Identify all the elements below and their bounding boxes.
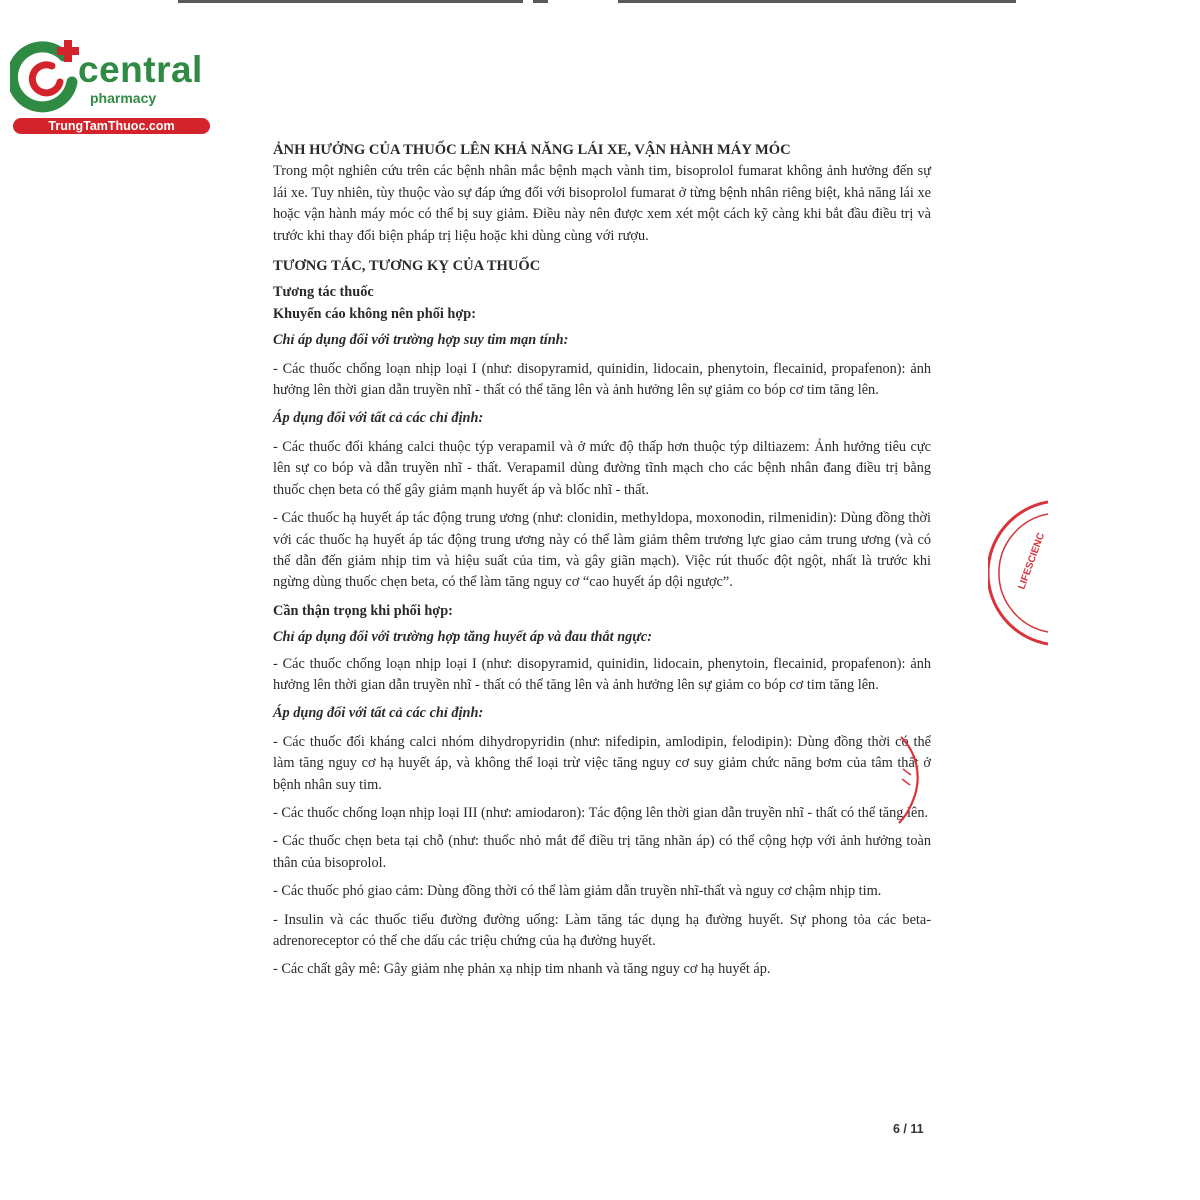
group-heading-all-indications: Áp dụng đối với tất cả các chỉ định: [273,410,484,427]
subheading-drug-interactions: Tương tác thuốc [273,284,374,301]
subheading-not-recommended: Khuyến cáo không nên phối hợp: [273,305,476,322]
paragraph-antiarrhythmic-class3: - Các thuốc chống loạn nhịp loại III (như: amiodaron): Tác động lên thời gian dẫn truyền nhĩ - thất có thể tăng lên. [273,804,929,821]
paragraph-antiarrhythmic-class1-caution: - Các thuốc chống loạn nhịp loại I (như: disopyramid, quinidin, lidocain, phenytoin, flecainid, propafenon): ảnh hưởng lên thời gian dẫn truyền nhĩ - thất có thể tăng lên và ảnh hưởng lên sự giảm co bóp cơ tim tăng lên. [273,655,931,693]
logo-brand-text: central [78,49,203,90]
paragraph-topical-beta-blockers: - Các thuốc chẹn beta tại chỗ (như: thuốc nhỏ mắt để điều trị tăng nhãn áp) có thể cộng hợp với ảnh hưởng toàn thân của bisoprolol. [273,833,931,871]
paragraph-central-antihypertensives: - Các thuốc hạ huyết áp tác động trung ương (như: clonidin, methyldopa, moxonodin, rilmenidin): Dùng đồng thời với các thuốc hạ huyết áp tác động trung ương này có thể làm giảm thêm trương lực giao cảm trung ương (và có thể dẫn đến giảm nhịp tim và hiệu suất của tim, và gây giãn mạch). Việc rút thuốc đột ngột, nhất là trước khi ngừng dùng thuốc chẹn beta, có thể làm tăng nguy cơ “cao huyết áp dội ngược”. [273,510,931,591]
group-heading-chronic-heart-failure: Chỉ áp dụng đối với trường hợp suy tim mạn tính: [273,332,569,349]
paragraph-calcium-antagonists-verapamil: - Các thuốc đối kháng calci thuộc týp verapamil và ở mức độ thấp hơn thuộc týp diltiazem: Ảnh hưởng tiêu cực lên sự co bóp và dẫn truyền nhĩ - thất. Verapamil dùng đường tĩnh mạch cho các bệnh nhân đang điều trị bằng thuốc chẹn beta có thể gây giảm mạnh huyết áp và blốc nhĩ - thất. [273,438,931,498]
section-title-interactions: TƯƠNG TÁC, TƯƠNG KỴ CỦA THUỐC [273,258,541,275]
document-body [273,140,931,981]
page-number: 6 / 11 [893,1122,924,1136]
group-heading-all-indications-caution: Áp dụng đối với tất cả các chỉ định: [273,705,484,722]
paragraph-driving: Trong một nghiên cứu trên các bệnh nhân mắc bệnh mạch vành tim, bisoprolol fumarat không ảnh hưởng đến sự lái xe. Tuy nhiên, tùy thuộc vào sự đáp ứng đối với bisoprolol fumarat ở từng bệnh nhân riêng biệt, khả năng lái xe hoặc vận hành máy móc có thể bị suy giảm. Điều này nên được xem xét một cách kỹ càng khi bắt đầu điều trị và trước khi thay đổi biện pháp trị liệu hoặc khi dùng cùng với rượu. [273,163,931,244]
paragraph-parasympathomimetics: - Các thuốc phó giao cảm: Dùng đồng thời có thể làm giảm dẫn truyền nhĩ-thất và nguy cơ chậm nhịp tim. [273,883,882,900]
subheading-use-with-caution: Cần thận trọng khi phối hợp: [273,602,453,619]
company-stamp [988,498,1048,648]
paragraph-anesthetics: - Các chất gây mê: Gây giảm nhẹ phản xạ nhịp tim nhanh và tăng nguy cơ hạ huyết áp. [273,961,771,978]
paragraph-antiarrhythmic-class1: - Các thuốc chống loạn nhịp loại I (như: disopyramid, quinidin, lidocain, phenytoin, flecainid, propafenon): ảnh hưởng lên thời gian dẫn truyền nhĩ - thất có thể tăng lên và ảnh hưởng lên sự giảm co bóp cơ tim tăng lên. [273,360,931,399]
logo-sub-text: pharmacy [90,90,157,106]
svg-text:LIFESCIENC: LIFESCIENC [1016,531,1048,592]
section-title-driving: ẢNH HƯỞNG CỦA THUỐC LÊN KHẢ NĂNG LÁI XE, VẬN HÀNH MÁY MÓC [273,142,791,158]
handwritten-signature [895,735,925,825]
logo-url-badge[interactable]: TrungTamThuoc.com [13,118,210,134]
paragraph-dihydropyridine: - Các thuốc đối kháng calci nhóm dihydropyridin (như: nifedipin, amlodipin, felodipin): Dùng đồng thời có thể làm tăng nguy cơ hạ huyết áp, và không thể loại trừ việc tăng nguy cơ suy giảm chức năng bơm của tâm thất ở bệnh nhân suy tim. [273,733,931,793]
top-border [178,0,1016,3]
paragraph-insulin-antidiabetics: - Insulin và các thuốc tiểu đường đường uống: Làm tăng tác dụng hạ đường huyết. Sự phong tỏa các beta-adrenoreceptor có thể che dấu các triệu chứng của hạ đường huyết. [273,911,931,949]
group-heading-hypertension-angina: Chỉ áp dụng đối với trường hợp tăng huyết áp và đau thắt ngực: [273,629,652,646]
